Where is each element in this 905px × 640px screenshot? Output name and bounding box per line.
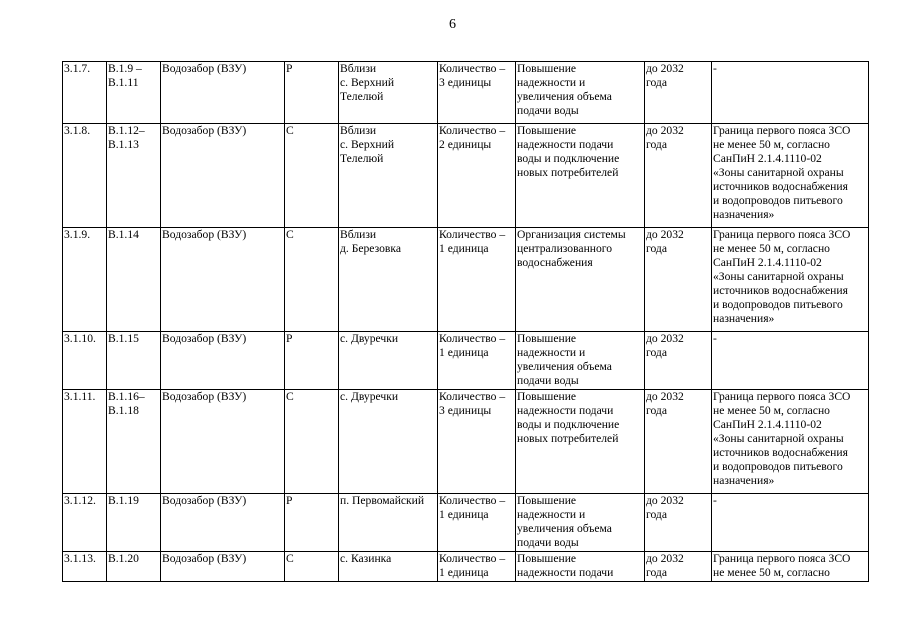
- cell-quantity-line: Количество –: [439, 62, 506, 75]
- cell-object-text: Водозабор (ВЗУ): [162, 124, 247, 137]
- cell-zone-line: источников водоснабжения: [713, 446, 848, 459]
- cell-object: [161, 332, 285, 390]
- cell-number-text: 3.1.8.: [64, 124, 91, 137]
- cell-code: [107, 494, 161, 552]
- cell-zone-line: и водопроводов питьевого: [713, 460, 843, 473]
- cell-location: [339, 228, 438, 332]
- cell-quantity: [438, 228, 516, 332]
- cell-code-line: В.1.12–: [108, 124, 145, 137]
- cell-code-line: В.1.18: [108, 404, 139, 417]
- cell-zone: [712, 552, 869, 582]
- cell-code-line: В.1.20: [108, 552, 139, 565]
- cell-status: [285, 124, 339, 228]
- cell-term: [645, 228, 712, 332]
- cell-zone-line: и водопроводов питьевого: [713, 194, 843, 207]
- cell-purpose: [516, 494, 645, 552]
- cell-location: [339, 494, 438, 552]
- cell-zone-line: Граница первого пояса ЗСО: [713, 552, 851, 565]
- cell-object: [161, 62, 285, 124]
- cell-code: [107, 124, 161, 228]
- cell-code-line: В.1.15: [108, 332, 139, 345]
- cell-zone: [712, 332, 869, 390]
- cell-zone: [712, 494, 869, 552]
- cell-status: [285, 494, 339, 552]
- cell-purpose-line: новых потребителей: [517, 166, 619, 179]
- cell-quantity-line: Количество –: [439, 494, 506, 507]
- cell-term: [645, 124, 712, 228]
- page-number: 6: [449, 17, 456, 32]
- cell-location-line: Вблизи: [340, 124, 377, 137]
- cell-object: [161, 390, 285, 494]
- cell-quantity-line: Количество –: [439, 124, 506, 137]
- cell-object-text: Водозабор (ВЗУ): [162, 228, 247, 241]
- cell-object: [161, 124, 285, 228]
- cell-zone-line: Граница первого пояса ЗСО: [713, 228, 851, 241]
- cell-status-text: Р: [286, 62, 293, 75]
- cell-location-line: Вблизи: [340, 228, 377, 241]
- cell-purpose-line: водоснабжения: [517, 256, 593, 269]
- cell-location-line: с. Казинка: [340, 552, 392, 565]
- cell-quantity-line: 2 единицы: [439, 138, 492, 151]
- cell-term-line: года: [646, 76, 667, 89]
- cell-term-line: года: [646, 404, 667, 417]
- cell-zone-line: Граница первого пояса ЗСО: [713, 124, 851, 137]
- cell-location: [339, 390, 438, 494]
- cell-zone-line: -: [713, 332, 717, 345]
- cell-purpose-line: Повышение: [517, 552, 577, 565]
- cell-purpose-line: подачи воды: [517, 104, 579, 117]
- cell-term-line: до 2032: [646, 62, 684, 75]
- cell-zone-line: не менее 50 м, согласно: [713, 138, 830, 151]
- cell-quantity-line: 3 единицы: [439, 76, 492, 89]
- cell-term-line: до 2032: [646, 390, 684, 403]
- cell-zone-line: не менее 50 м, согласно: [713, 242, 830, 255]
- cell-code: [107, 552, 161, 582]
- cell-purpose-line: подачи воды: [517, 536, 579, 549]
- cell-zone-line: не менее 50 м, согласно: [713, 404, 830, 417]
- cell-zone: [712, 124, 869, 228]
- cell-term-line: года: [646, 346, 667, 359]
- cell-zone-line: «Зоны санитарной охраны: [713, 270, 844, 283]
- cell-quantity: [438, 494, 516, 552]
- cell-purpose-line: надежности и: [517, 76, 586, 89]
- cell-purpose-line: увеличения объема: [517, 360, 612, 373]
- cell-purpose-line: Повышение: [517, 390, 577, 403]
- cell-purpose-line: Повышение: [517, 124, 577, 137]
- cell-purpose-line: Повышение: [517, 494, 577, 507]
- cell-purpose-line: увеличения объема: [517, 522, 612, 535]
- cell-purpose: [516, 552, 645, 582]
- cell-purpose-line: надежности подачи: [517, 404, 614, 417]
- cell-zone-line: -: [713, 494, 717, 507]
- cell-purpose-line: надежности подачи: [517, 138, 614, 151]
- table-row: [63, 552, 869, 582]
- cell-zone: [712, 390, 869, 494]
- table-row: [63, 494, 869, 552]
- cell-purpose-line: надежности и: [517, 508, 586, 521]
- cell-status-text: Р: [286, 494, 293, 507]
- cell-zone-line: источников водоснабжения: [713, 180, 848, 193]
- table-row: [63, 124, 869, 228]
- cell-term-line: до 2032: [646, 494, 684, 507]
- cell-status-text: С: [286, 552, 294, 565]
- cell-purpose: [516, 228, 645, 332]
- cell-status: [285, 390, 339, 494]
- cell-purpose-line: Повышение: [517, 62, 577, 75]
- cell-zone-line: назначения»: [713, 208, 775, 221]
- cell-location-line: д. Березовка: [340, 242, 401, 255]
- cell-term-line: года: [646, 242, 667, 255]
- cell-location-line: с. Двуречки: [340, 332, 399, 345]
- cell-purpose-line: надежности и: [517, 346, 586, 359]
- cell-code-line: В.1.13: [108, 138, 139, 151]
- cell-zone: [712, 228, 869, 332]
- cell-quantity: [438, 62, 516, 124]
- cell-term-line: года: [646, 566, 667, 579]
- cell-location: [339, 552, 438, 582]
- cell-number: [63, 494, 107, 552]
- cell-quantity-line: 1 единица: [439, 508, 489, 521]
- cell-purpose-line: централизованного: [517, 242, 613, 255]
- cell-purpose: [516, 390, 645, 494]
- cell-purpose-line: новых потребителей: [517, 432, 619, 445]
- cell-term-line: года: [646, 508, 667, 521]
- cell-status-text: С: [286, 390, 294, 403]
- cell-term: [645, 494, 712, 552]
- cell-status: [285, 552, 339, 582]
- cell-status: [285, 228, 339, 332]
- cell-term-line: до 2032: [646, 552, 684, 565]
- cell-term-line: до 2032: [646, 124, 684, 137]
- cell-quantity-line: Количество –: [439, 552, 506, 565]
- table-body: [63, 62, 869, 582]
- cell-code-line: В.1.16–: [108, 390, 145, 403]
- cell-code-line: В.1.11: [108, 76, 139, 89]
- cell-quantity: [438, 390, 516, 494]
- cell-status-text: С: [286, 228, 294, 241]
- cell-quantity-line: Количество –: [439, 228, 506, 241]
- cell-term: [645, 332, 712, 390]
- cell-zone-line: СанПиН 2.1.4.1110-02: [713, 152, 822, 165]
- cell-zone-line: Граница первого пояса ЗСО: [713, 390, 851, 403]
- cell-purpose-line: увеличения объема: [517, 90, 612, 103]
- cell-purpose-line: Повышение: [517, 332, 577, 345]
- cell-code: [107, 228, 161, 332]
- cell-location-line: п. Первомайский: [340, 494, 425, 507]
- cell-number: [63, 228, 107, 332]
- cell-object-text: Водозабор (ВЗУ): [162, 494, 247, 507]
- cell-number-text: 3.1.13.: [64, 552, 96, 565]
- cell-term: [645, 62, 712, 124]
- cell-purpose-line: надежности подачи: [517, 566, 614, 579]
- cell-purpose: [516, 332, 645, 390]
- cell-term-line: до 2032: [646, 332, 684, 345]
- cell-status: [285, 62, 339, 124]
- cell-object: [161, 494, 285, 552]
- cell-quantity: [438, 124, 516, 228]
- cell-location: [339, 332, 438, 390]
- cell-term: [645, 390, 712, 494]
- cell-zone-line: -: [713, 62, 717, 75]
- cell-object-text: Водозабор (ВЗУ): [162, 552, 247, 565]
- cell-number: [63, 62, 107, 124]
- cell-zone-line: назначения»: [713, 474, 775, 487]
- cell-term-line: года: [646, 138, 667, 151]
- cell-location: [339, 124, 438, 228]
- cell-code-line: В.1.19: [108, 494, 139, 507]
- cell-purpose-line: воды и подключение: [517, 152, 620, 165]
- cell-number: [63, 332, 107, 390]
- cell-quantity-line: 1 единица: [439, 242, 489, 255]
- cell-zone-line: и водопроводов питьевого: [713, 298, 843, 311]
- cell-number-text: 3.1.12.: [64, 494, 96, 507]
- cell-location-line: с. Верхний: [340, 76, 395, 89]
- cell-code-line: В.1.9 –: [108, 62, 142, 75]
- cell-code: [107, 390, 161, 494]
- cell-status-text: С: [286, 124, 294, 137]
- table-row: [63, 62, 869, 124]
- cell-purpose-line: подачи воды: [517, 374, 579, 387]
- cell-number-text: 3.1.7.: [64, 62, 91, 75]
- cell-zone-line: назначения»: [713, 312, 775, 325]
- cell-quantity-line: 1 единица: [439, 346, 489, 359]
- cell-number-text: 3.1.9.: [64, 228, 91, 241]
- cell-quantity-line: Количество –: [439, 332, 506, 345]
- cell-object-text: Водозабор (ВЗУ): [162, 62, 247, 75]
- cell-status-text: Р: [286, 332, 293, 345]
- cell-purpose-line: Организация системы: [517, 228, 626, 241]
- cell-zone-line: «Зоны санитарной охраны: [713, 166, 844, 179]
- cell-code: [107, 332, 161, 390]
- cell-quantity: [438, 332, 516, 390]
- cell-object-text: Водозабор (ВЗУ): [162, 390, 247, 403]
- cell-quantity-line: 3 единицы: [439, 404, 492, 417]
- cell-location-line: Вблизи: [340, 62, 377, 75]
- cell-number: [63, 390, 107, 494]
- cell-location: [339, 62, 438, 124]
- cell-zone-line: СанПиН 2.1.4.1110-02: [713, 256, 822, 269]
- cell-code: [107, 62, 161, 124]
- cell-purpose: [516, 124, 645, 228]
- cell-quantity-line: Количество –: [439, 390, 506, 403]
- cell-quantity-line: 1 единица: [439, 566, 489, 579]
- cell-number-text: 3.1.10.: [64, 332, 96, 345]
- cell-location-line: с. Двуречки: [340, 390, 399, 403]
- cell-zone-line: источников водоснабжения: [713, 284, 848, 297]
- cell-term-line: до 2032: [646, 228, 684, 241]
- cell-object: [161, 552, 285, 582]
- cell-term: [645, 552, 712, 582]
- table-row: [63, 332, 869, 390]
- table-row: [63, 390, 869, 494]
- cell-purpose: [516, 62, 645, 124]
- cell-code-line: В.1.14: [108, 228, 139, 241]
- cell-location-line: Телелюй: [340, 90, 384, 103]
- cell-location-line: Телелюй: [340, 152, 384, 165]
- cell-status: [285, 332, 339, 390]
- cell-object: [161, 228, 285, 332]
- cell-object-text: Водозабор (ВЗУ): [162, 332, 247, 345]
- cell-number-text: 3.1.11.: [64, 390, 96, 403]
- cell-quantity: [438, 552, 516, 582]
- cell-zone: [712, 62, 869, 124]
- water-intake-table: [62, 61, 869, 582]
- cell-number: [63, 552, 107, 582]
- table-row: [63, 228, 869, 332]
- cell-zone-line: СанПиН 2.1.4.1110-02: [713, 418, 822, 431]
- cell-purpose-line: воды и подключение: [517, 418, 620, 431]
- cell-number: [63, 124, 107, 228]
- cell-location-line: с. Верхний: [340, 138, 395, 151]
- cell-zone-line: «Зоны санитарной охраны: [713, 432, 844, 445]
- cell-zone-line: не менее 50 м, согласно: [713, 566, 830, 579]
